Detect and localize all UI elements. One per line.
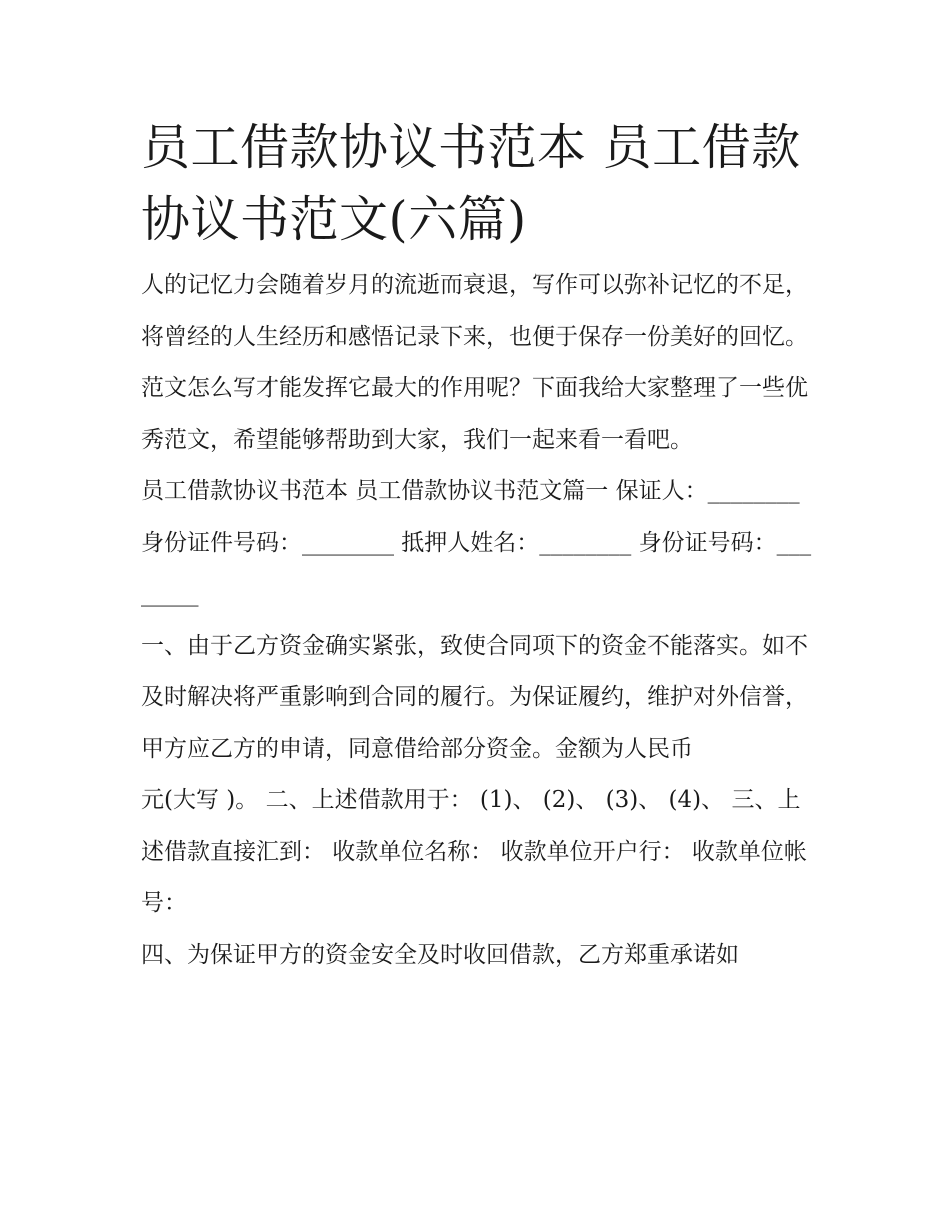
- parties-paragraph: 员工借款协议书范本 员工借款协议书范文篇一 保证人：________ 身份证件号码：________ 抵押人姓名：________ 身份证号码：________: [141, 478, 812, 607]
- intro-paragraph: 人的记忆力会随着岁月的流逝而衰退，写作可以弥补记忆的不足，将曾经的人生经历和感悟记录下来，也便于保存一份美好的回忆。范文怎么写才能发挥它最大的作用呢？下面我给大家整理了一些优秀范文，希望能够帮助到大家，我们一起来看一看吧。: [141, 272, 808, 453]
- clause-two-three-paragraph: 元(大写 )。 二、上述借款用于： (1)、 (2)、 (3)、 (4)、 三、上述借款直接汇到： 收款单位名称： 收款单位开户行： 收款单位帐号：: [141, 787, 807, 916]
- document-page: [141, 112, 813, 981]
- clause-one-paragraph: 一、由于乙方资金确实紧张，致使合同项下的资金不能落实。如不及时解决将严重影响到合同的履行。为保证履约，维护对外信誉，甲方应乙方的申请，同意借给部分资金。金额为人民币: [141, 632, 808, 762]
- document-title: 员工借款协议书范本 员工借款协议书范文(六篇): [141, 119, 801, 248]
- clause-four-paragraph: 四、为保证甲方的资金安全及时收回借款，乙方郑重承诺如: [141, 941, 739, 968]
